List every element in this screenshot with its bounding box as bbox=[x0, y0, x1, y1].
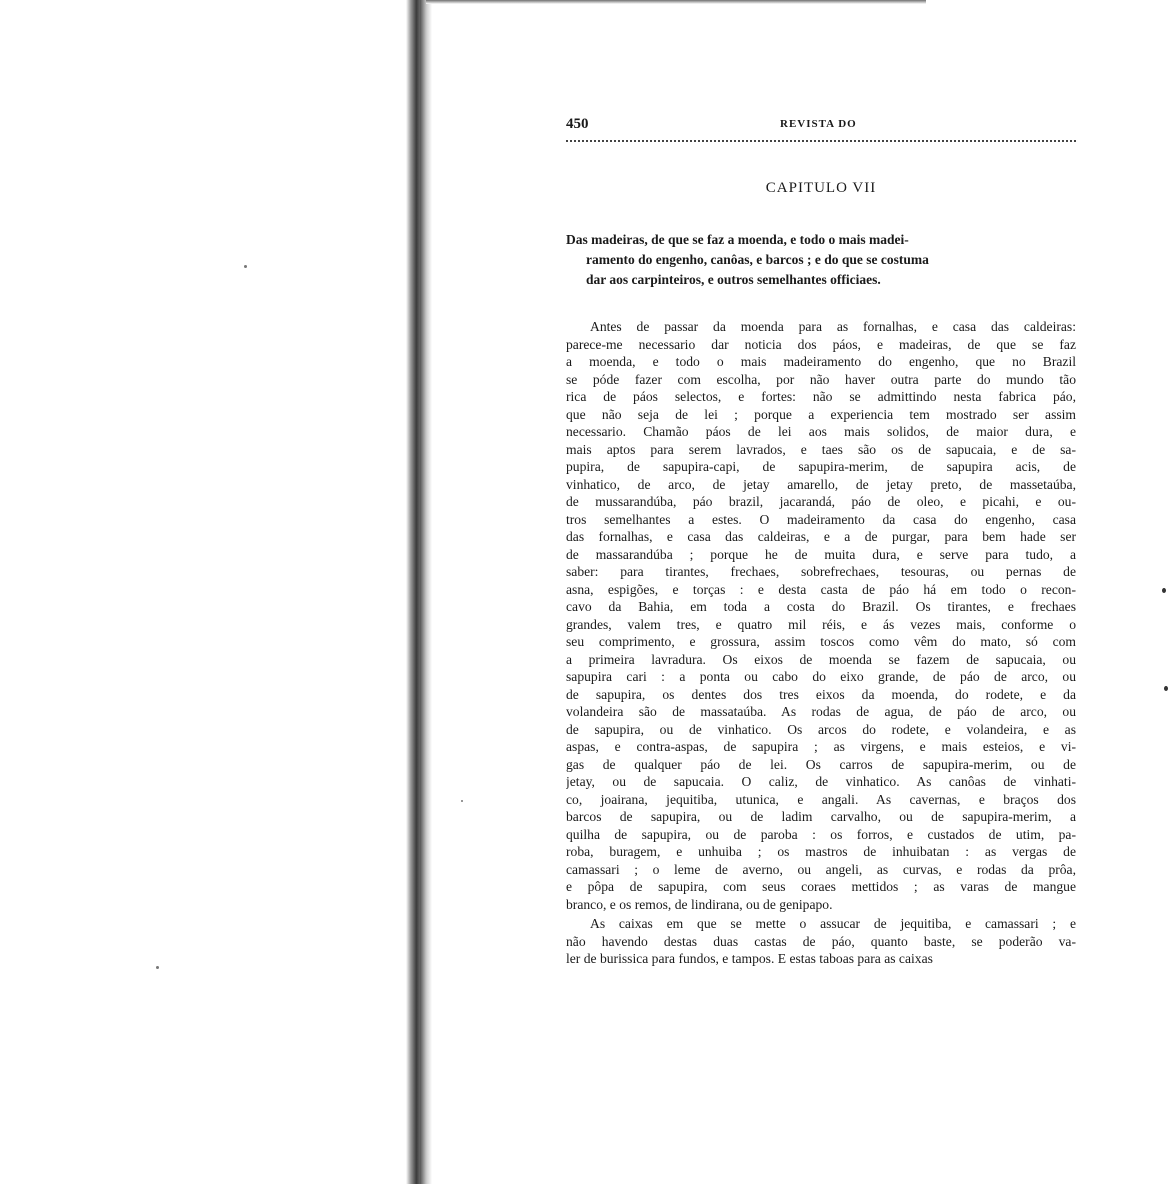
text-line: asna, espigões, e torças : e desta casta de páo há em todo o recon- bbox=[566, 581, 1076, 597]
header-rule bbox=[566, 140, 1076, 142]
text-line: grandes, valem tres, e quatro mil réis, e ás vezes mais, conforme o bbox=[566, 616, 1076, 632]
left-blank-page bbox=[0, 0, 412, 1184]
text-line: sapupira cari : a ponta ou cabo do eixo grande, de páo de arco, ou bbox=[566, 669, 1076, 684]
text-line: e pôpa de sapupira, com seus coraes mettidos ; as varas de mangue bbox=[566, 879, 1076, 894]
text-line: seu comprimento, e grossura, assim toscos como vêm do mato, só com bbox=[566, 634, 1076, 649]
paragraph bbox=[566, 318, 1076, 913]
body-text bbox=[566, 318, 1076, 968]
subtitle-line: ramento do engenho, canôas, e barcos ; e do que se costuma bbox=[586, 252, 929, 267]
text-line: necessario. Chamão páos de lei aos mais solidos, de maior dura, e bbox=[566, 424, 1076, 439]
running-title: REVISTA DO bbox=[780, 118, 857, 130]
paper-speck bbox=[244, 265, 247, 268]
text-line: tros semelhantes a estes. O madeiramento da casa do engenho, casa bbox=[566, 511, 1076, 527]
text-line: de sapupira, ou de vinhatico. Os arcos do rodete, e volandeira, e as bbox=[566, 721, 1076, 737]
text-line: não havendo destas duas castas de páo, quanto baste, se poderão va- bbox=[566, 933, 1076, 949]
text-line: jetay, ou de sapucaia. O caliz, de vinhatico. As canôas de vinhati- bbox=[566, 774, 1076, 789]
paper-speck bbox=[1164, 686, 1168, 691]
running-head bbox=[566, 116, 1076, 138]
text-line: co, joairana, jequitiba, utunica, e angali. As cavernas, e braços dos bbox=[566, 791, 1076, 807]
text-line: aspas, e contra-aspas, de sapupira ; as virgens, e mais esteios, e vi- bbox=[566, 739, 1076, 754]
text-line: cavo da Bahia, em toda a costa do Brazil. Os tirantes, e frechaes bbox=[566, 599, 1076, 614]
text-line: ler de burissica para fundos, e tampos. E estas taboas para as caixas bbox=[566, 951, 933, 966]
text-page bbox=[566, 0, 1076, 1184]
text-line: das fornalhas, e casa das caldeiras, e a de purgar, para bem hade ser bbox=[566, 529, 1076, 544]
paragraph bbox=[566, 915, 1076, 968]
text-line: se póde fazer com escolha, por não haver outra parte do mundo tão bbox=[566, 371, 1076, 387]
text-line: quilha de sapupira, ou de paroba : os forros, e custados de utim, pa- bbox=[566, 826, 1076, 842]
text-line: parece-me necessario dar noticia dos páos, e madeiras, de que se faz bbox=[566, 336, 1076, 352]
text-line: barcos de sapupira, ou de ladim carvalho, ou de sapupira-merim, a bbox=[566, 809, 1076, 824]
chapter-title: CAPITULO VII bbox=[765, 180, 877, 196]
text-line: roba, buragem, e unhuiba ; os mastros de inhuibatan : as vergas de bbox=[566, 844, 1076, 859]
page-number: 450 bbox=[566, 116, 589, 132]
text-line: camassari ; o leme de averno, ou angeli, as curvas, e rodas da prôa, bbox=[566, 861, 1076, 877]
text-line: de sapupira, os dentes dos tres eixos da moenda, do rodete, e da bbox=[566, 686, 1076, 702]
text-line: que não seja de lei ; porque a experiencia tem mostrado ser assim bbox=[566, 406, 1076, 422]
paper-speck bbox=[156, 966, 159, 969]
text-line: a moenda, e todo o mais madeiramento do engenho, que no Brazil bbox=[566, 354, 1076, 369]
text-line: As caixas em que se mette o assucar de jequitiba, e camassari ; e bbox=[590, 916, 1076, 931]
text-line: de mussarandúba, páo brazil, jacarandá, páo de oleo, e picahi, e ou- bbox=[566, 494, 1076, 509]
text-line: volandeira são de massataúba. As rodas de agua, de páo de arco, ou bbox=[566, 704, 1076, 719]
text-line: de massarandúba ; porque he de muita dura, e serve para tudo, a bbox=[566, 546, 1076, 562]
paper-speck bbox=[461, 800, 463, 802]
text-line: gas de qualquer páo de lei. Os carros de sapupira-merim, ou de bbox=[566, 756, 1076, 772]
chapter-subtitle bbox=[566, 230, 1076, 290]
paper-speck bbox=[1162, 588, 1166, 593]
book-spine-shadow bbox=[406, 0, 432, 1184]
text-line: Antes de passar da moenda para as fornalhas, e casa das caldeiras: bbox=[590, 319, 1076, 334]
text-line: mais aptos para serem lavrados, e taes são os de sapucaia, e de sa- bbox=[566, 441, 1076, 457]
book-spine-edge bbox=[420, 0, 426, 1184]
text-line: vinhatico, de arco, de jetay amarello, de jetay preto, de massetaúba, bbox=[566, 476, 1076, 492]
text-line: branco, e os remos, de lindirana, ou de genipapo. bbox=[566, 896, 833, 912]
text-line: saber: para tirantes, frechaes, sobrefrechaes, tesouras, ou pernas de bbox=[566, 564, 1076, 579]
text-line: pupira, de sapupira-capi, de sapupira-merim, de sapupira acis, de bbox=[566, 459, 1076, 474]
subtitle-line: dar aos carpinteiros, e outros semelhantes officiaes. bbox=[586, 272, 881, 287]
text-line: a primeira lavradura. Os eixos de moenda se fazem de sapucaia, ou bbox=[566, 651, 1076, 667]
subtitle-line: Das madeiras, de que se faz a moenda, e todo o mais madei- bbox=[566, 232, 909, 247]
text-line: rica de páos selectos, e fortes: não se admittindo nesta fabrica páo, bbox=[566, 389, 1076, 404]
